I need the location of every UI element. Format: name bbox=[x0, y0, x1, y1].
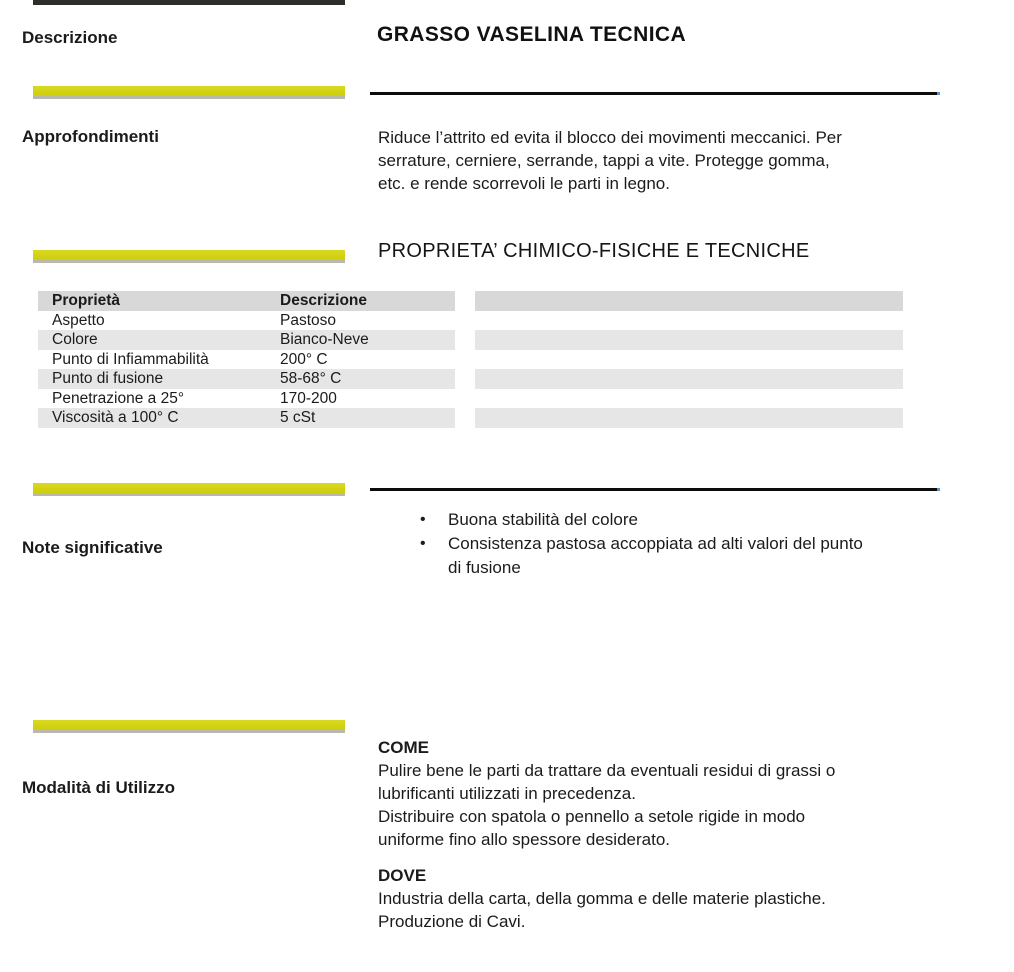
accent-bar bbox=[33, 483, 345, 496]
dove-heading: DOVE bbox=[378, 866, 427, 885]
table-cell-value: 5 cSt bbox=[280, 409, 316, 426]
table-row bbox=[38, 311, 455, 331]
bullet-text: di fusione bbox=[448, 558, 521, 577]
divider-line bbox=[370, 92, 940, 95]
table-cell-property: Punto di fusione bbox=[52, 370, 164, 387]
bullet-item bbox=[378, 508, 948, 532]
come-heading: COME bbox=[378, 738, 429, 757]
table-row bbox=[38, 408, 455, 428]
approfondimenti-paragraph bbox=[378, 126, 978, 195]
table-cell-property: Penetrazione a 25° bbox=[52, 389, 185, 407]
cropped-accent-bar bbox=[33, 0, 345, 5]
table-cell-property: Colore bbox=[52, 331, 98, 348]
bullet-text: • Buona stabilità del colore bbox=[448, 510, 638, 529]
table-cell-property: Punto di Infiammabilità bbox=[52, 350, 209, 368]
table-header-proprieta: Proprietà bbox=[52, 292, 121, 309]
empty-properties-table bbox=[475, 291, 903, 428]
paragraph-line: Distribuire con spatola o pennello a setole rigide in modo bbox=[378, 807, 806, 826]
paragraph-line: etc. e rende scorrevoli le parti in legno. bbox=[378, 174, 670, 193]
bullet-text: • Consistenza pastosa accoppiata ad alti valori del punto bbox=[448, 534, 863, 553]
notes-bullet-list bbox=[378, 508, 948, 580]
paragraph-line: Pulire bene le parti da trattare da eventuali residui di grassi o bbox=[378, 761, 836, 780]
accent-bar bbox=[33, 86, 345, 99]
table-cell-property: Viscosità a 100° C bbox=[52, 409, 179, 426]
section-label-approfondimenti: Approfondimenti bbox=[22, 127, 159, 146]
empty-table-stripe bbox=[475, 408, 903, 428]
table-cell-value: 170-200 bbox=[280, 389, 337, 407]
accent-bar bbox=[33, 250, 345, 263]
accent-bar bbox=[33, 720, 345, 733]
table-cell-value: 200° C bbox=[280, 350, 328, 368]
table-row bbox=[38, 330, 455, 350]
empty-table-stripe bbox=[475, 369, 903, 389]
dove-block bbox=[378, 864, 978, 933]
empty-table-stripe bbox=[475, 291, 903, 311]
divider-line bbox=[370, 488, 940, 491]
section-label-modalita-utilizzo: Modalità di Utilizzo bbox=[22, 778, 175, 797]
properties-heading: PROPRIETA’ CHIMICO-FISICHE E TECNICHE bbox=[378, 240, 810, 262]
table-cell-value: 58-68° C bbox=[280, 370, 342, 387]
table-cell-value: Bianco-Neve bbox=[280, 331, 369, 348]
paragraph-line: uniforme fino allo spessore desiderato. bbox=[378, 830, 670, 849]
product-title: GRASSO VASELINA TECNICA bbox=[377, 23, 687, 46]
section-label-descrizione: Descrizione bbox=[22, 28, 118, 47]
paragraph-line: Produzione di Cavi. bbox=[378, 912, 526, 931]
empty-table-stripe bbox=[475, 350, 903, 370]
table-cell-property: Aspetto bbox=[52, 311, 105, 329]
table-cell-value: Pastoso bbox=[280, 311, 337, 329]
table-row bbox=[38, 350, 455, 370]
empty-table-stripe bbox=[475, 311, 903, 331]
paragraph-line: Industria della carta, della gomma e delle materie plastiche. bbox=[378, 889, 826, 908]
table-header-row bbox=[38, 291, 455, 311]
paragraph-line: serrature, cerniere, serrande, tappi a vite. Protegge gomma, bbox=[378, 151, 830, 170]
paragraph-line: Riduce l’attrito ed evita il blocco dei movimenti meccanici. Per bbox=[378, 128, 842, 147]
table-header-descrizione: Descrizione bbox=[280, 292, 368, 309]
section-label-note-significative: Note significative bbox=[22, 538, 163, 557]
properties-table bbox=[38, 291, 455, 428]
table-row bbox=[38, 369, 455, 389]
bullet-item bbox=[378, 532, 948, 580]
come-block bbox=[378, 736, 978, 851]
empty-table-stripe bbox=[475, 330, 903, 350]
paragraph-line: lubrificanti utilizzati in precedenza. bbox=[378, 784, 636, 803]
empty-table-stripe bbox=[475, 389, 903, 409]
table-row bbox=[38, 389, 455, 409]
